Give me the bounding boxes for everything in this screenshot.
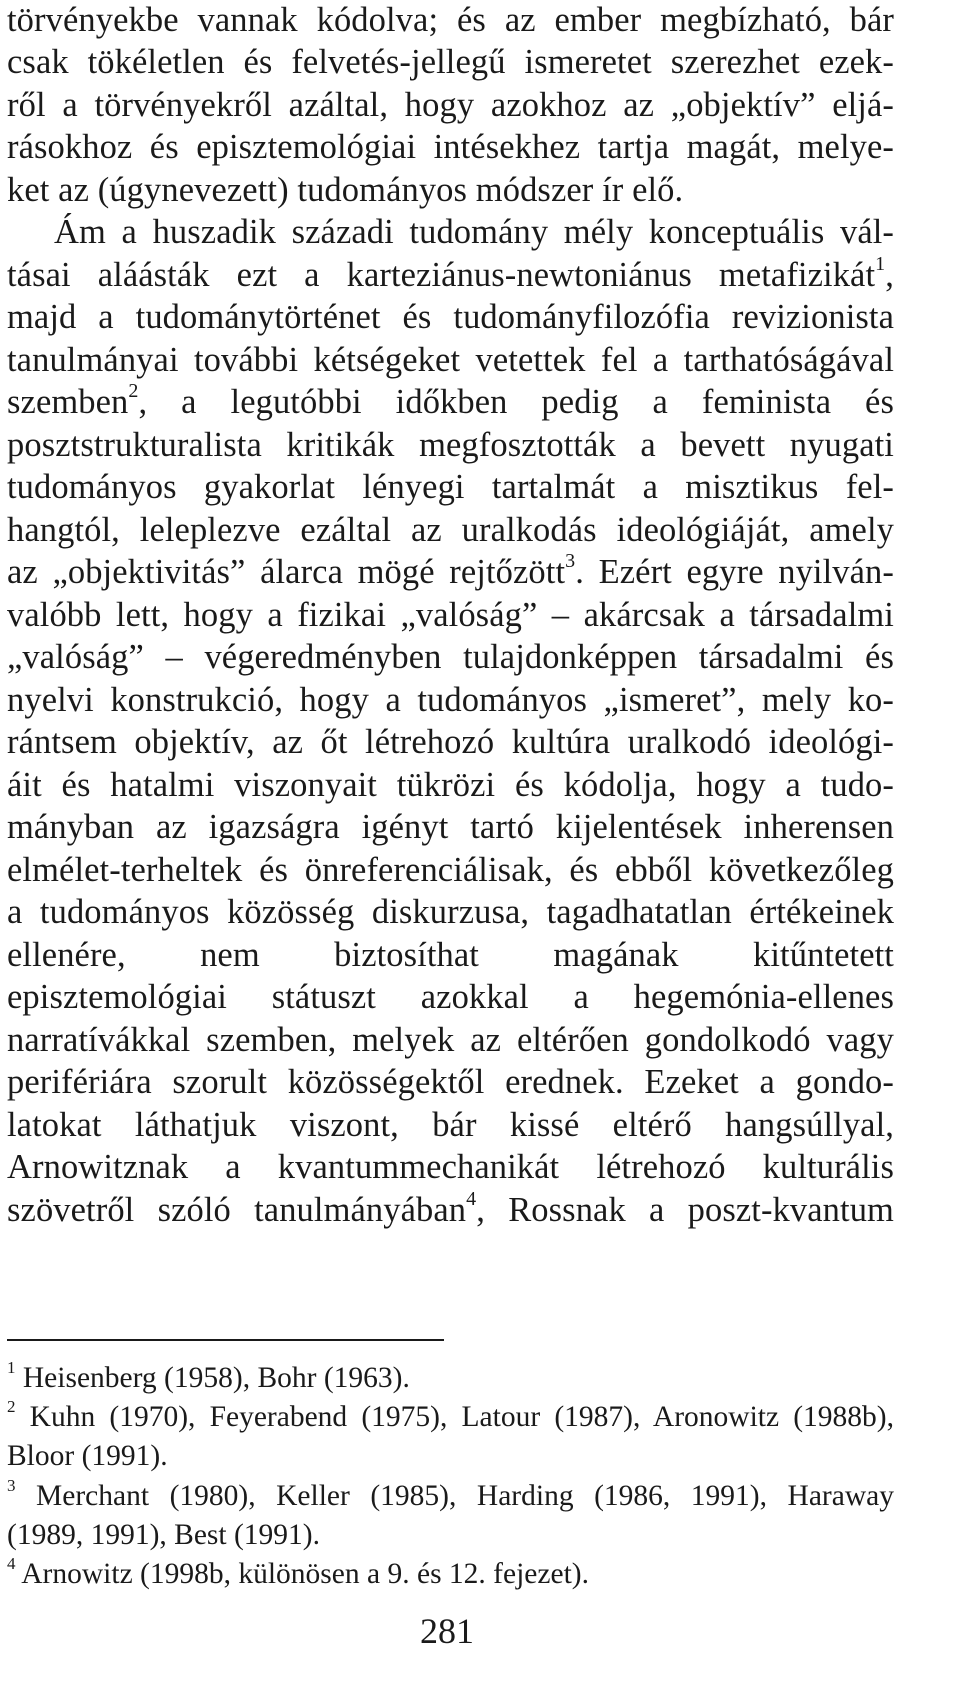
body-text-line: Ám a huszadik századi tudomány mély konceptuális vál- — [54, 213, 894, 251]
page-number: 281 — [420, 1611, 474, 1651]
body-text-line: episztemológiai státuszt azokkal a hegemónia-ellenes — [7, 978, 894, 1016]
body-text-line: rántsem objektív, az őt létrehozó kultúra uralkodó ideológi- — [7, 723, 894, 761]
body-text-line: tudományos gyakorlat lényegi tartalmát a misztikus fel- — [7, 468, 894, 506]
footnote-separator — [7, 1339, 444, 1341]
body-text-line: nyelvi konstrukció, hogy a tudományos „ismeret”, mely ko- — [7, 681, 894, 719]
body-text-line: posztstrukturalista kritikák megfosztották a bevett nyugati — [7, 426, 894, 464]
footnote-text: Merchant (1980), Keller (1985), Harding (1986, 1991), Haraway — [15, 1480, 894, 1512]
footnote-ref: 1 — [875, 252, 886, 275]
body-text-line: csak tökéletlen és felvetés-jellegű ismeretet szerezhet ezek- — [7, 43, 894, 81]
footnote-text: Kuhn (1970), Feyerabend (1975), Latour (1987), Aronowitz (1988b), — [15, 1401, 894, 1433]
body-text-line: tanulmányai további kétségeket vetettek fel a tarthatóságával — [7, 341, 894, 379]
body-text-line: törvényekbe vannak kódolva; és az ember megbízható, bár — [7, 1, 894, 39]
body-text-line: majd a tudománytörténet és tudományfilozófia revizionista — [7, 298, 894, 336]
body-text: , Rossnak a poszt-kvantum — [476, 1191, 894, 1229]
footnote-marker: 4 — [7, 1554, 16, 1574]
body-text: . Ezért egyre nyilván- — [575, 553, 894, 591]
footnote-text: Arnowitz (1998b, különösen a 9. és 12. fejezet). — [15, 1558, 589, 1590]
body-text: szemben — [7, 383, 129, 421]
footnote-2 — [7, 1397, 894, 1434]
footnote-ref: 3 — [565, 549, 576, 572]
body-text-line — [7, 252, 894, 295]
body-text-line: „valóság” – végeredményben tulajdonképpen társadalmi és — [7, 638, 894, 676]
body-text-line: áit és hatalmi viszonyait tükrözi és kódolja, hogy a tudo- — [7, 766, 894, 804]
body-text-line — [7, 549, 894, 592]
footnote-marker: 2 — [7, 1397, 16, 1417]
body-text-line: latokat láthatjuk viszont, bár kissé eltérő hangsúllyal, — [7, 1106, 894, 1144]
body-text-line: mányban az igazságra igényt tartó kijelentések inherensen — [7, 808, 894, 846]
footnote-1 — [7, 1358, 894, 1395]
body-text-line: ről a törvényekről azáltal, hogy azokhoz az „objektív” eljá- — [7, 86, 894, 124]
body-text-line: a tudományos közösség diskurzusa, tagadhatatlan értékeinek — [7, 893, 894, 931]
footnote-marker: 1 — [7, 1358, 16, 1378]
body-text-line — [7, 1187, 894, 1230]
body-text-line: ket az (úgynevezett) tudományos módszer ír elő. — [7, 171, 684, 209]
body-text-line: rásokhoz és episztemológiai intésekhez tartja magát, melye- — [7, 128, 894, 166]
body-text-line: valóbb lett, hogy a fizikai „valóság” – akárcsak a társadalmi — [7, 596, 894, 634]
footnote-3-continuation: (1989, 1991), Best (1991). — [7, 1519, 320, 1551]
body-text-line: perifériára szorult közösségektől erednek. Ezeket a gondo- — [7, 1063, 894, 1101]
footnote-ref: 4 — [466, 1187, 477, 1210]
footnote-marker: 3 — [7, 1476, 16, 1496]
footnote-text: Heisenberg (1958), Bohr (1963). — [15, 1362, 410, 1394]
footnote-2-continuation: Bloor (1991). — [7, 1440, 168, 1472]
footnote-3 — [7, 1476, 894, 1513]
body-text-line — [7, 379, 894, 422]
body-text: tásai aláásták ezt a karteziánus-newtoniánus metafizikát — [7, 256, 876, 294]
body-text: az „objektivitás” álarca mögé rejtőzött — [7, 553, 566, 591]
footnote-4 — [7, 1554, 894, 1591]
body-text: , a legutóbbi időkben pedig a feminista és — [138, 383, 894, 421]
body-text: , — [885, 256, 894, 294]
body-text-line: Arnowitznak a kvantummechanikát létrehozó kulturális — [7, 1148, 894, 1186]
body-text-line: hangtól, leleplezve ezáltal az uralkodás ideológiáját, amely — [7, 511, 894, 549]
footnote-ref: 2 — [128, 379, 139, 402]
body-text-line: narratívákkal szemben, melyek az eltérően gondolkodó vagy — [7, 1021, 894, 1059]
body-text-line: elmélet-terheltek és önreferenciálisak, és ebből következőleg — [7, 851, 894, 889]
body-text: szövetről szóló tanulmányában — [7, 1191, 467, 1229]
body-text-line: ellenére, nem biztosíthat magának kitűntetett — [7, 936, 894, 974]
